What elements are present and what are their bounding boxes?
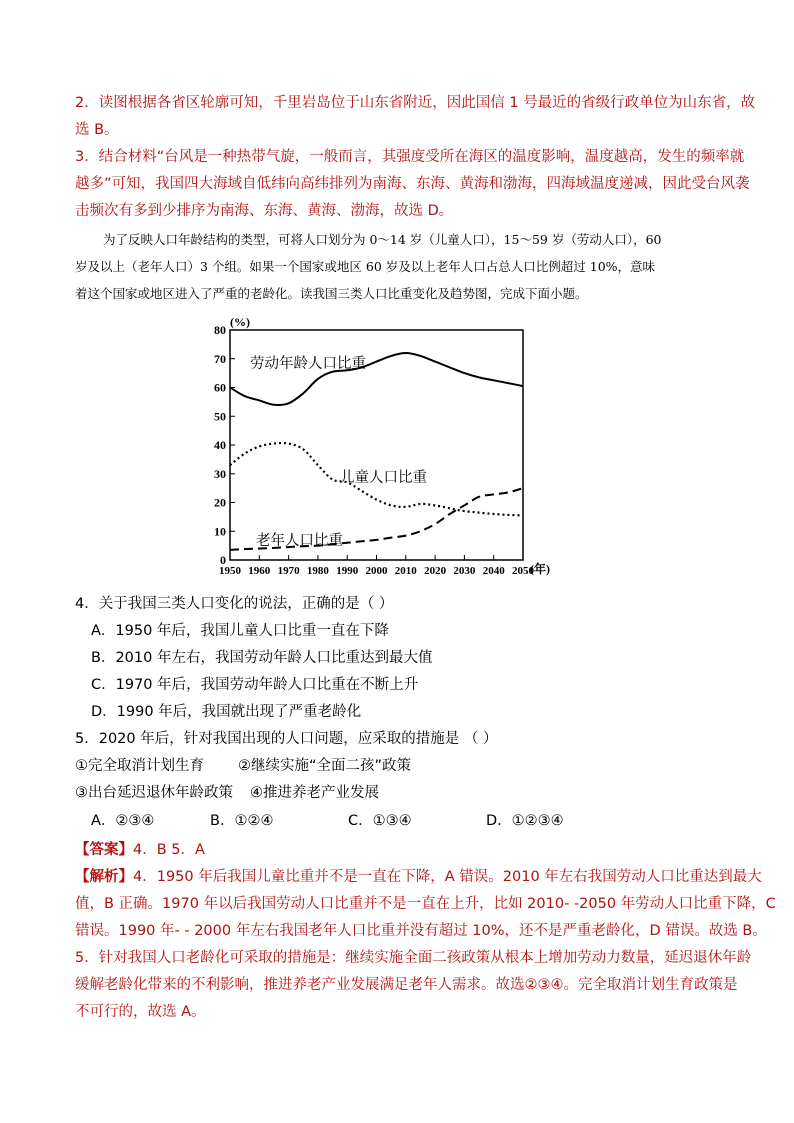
x-tick-label: 1960 xyxy=(248,565,271,577)
x-axis-unit: (年) xyxy=(530,562,550,576)
q5-choice-a: A．②③④ xyxy=(91,813,155,829)
x-tick-label: 1980 xyxy=(306,565,329,577)
series-label-labor: 劳动年龄人口比重 xyxy=(250,356,366,372)
q3-explanation-line: 越多”可知，我国四大海域自低纬向高纬排列为南海、东海、黄海和渤海，四海域温度递减，因此受台风袭 xyxy=(75,176,750,192)
answer-tag: 【答案】 xyxy=(75,842,133,858)
q2-explanation-line: 选 B。 xyxy=(75,122,119,138)
y-tick-label: 50 xyxy=(214,409,226,424)
q5-choice-b: B．①②④ xyxy=(210,813,274,829)
q4-option-b: B．2010 年左右，我国劳动年龄人口比重达到最大值 xyxy=(91,650,433,666)
intro-paragraph-line: 着这个国家或地区进入了严重的老龄化。读我国三类人口比重变化及趋势图，完成下面小题。 xyxy=(75,286,588,301)
x-tick-label: 1970 xyxy=(277,565,300,577)
q5-measure-1: ①完全取消计划生育 xyxy=(75,758,204,774)
analysis-line: 值，B 正确。1970 年以后我国劳动人口比重并不是一直在上升，比如 2010- -2050 年劳动人口比重下降，C xyxy=(75,896,776,912)
x-tick-label: 2040 xyxy=(482,565,505,577)
answer-text: 4．B 5．A xyxy=(133,842,205,858)
y-axis-unit: (%) xyxy=(230,318,250,329)
q5-measure-2: ②继续实施“全面二孩”政策 xyxy=(238,758,412,774)
q4-option-d: D．1990 年后，我国就出现了严重老龄化 xyxy=(91,704,362,720)
q5-stem: 5．2020 年后，针对我国出现的人口问题，应采取的措施是 （ ） xyxy=(75,731,498,747)
intro-paragraph-line: 为了反映人口年龄结构的类型，可将人口划分为 0～14 岁（儿童人口），15～59 岁（劳动人口），60 xyxy=(103,232,662,247)
q3-explanation-line: 3．结合材料“台风是一种热带气旋，一般而言，其强度受所在海区的温度影响，温度越高，发生的频率就 xyxy=(75,149,745,165)
q5-measure-4: ④推进养老产业发展 xyxy=(250,785,379,801)
q2-explanation-line: 2．读图根据各省区轮廓可知，千里岩岛位于山东省附近，因此国信 1 号最近的省级行政单位为山东省，故 xyxy=(75,95,756,111)
x-tick-label: 2030 xyxy=(453,565,476,577)
q5-choice-c: C．①③④ xyxy=(348,813,412,829)
y-tick-label: 80 xyxy=(214,323,226,337)
q4-stem: 4．关于我国三类人口变化的说法，正确的是（ ） xyxy=(75,596,394,612)
q4-option-c: C．1970 年后，我国劳动年龄人口比重在不断上升 xyxy=(91,677,419,693)
y-tick-label: 20 xyxy=(214,495,226,510)
analysis-line: 缓解老龄化带来的不利影响，推进养老产业发展满足老年人需求。故选②③④。完全取消计划生育政策是 xyxy=(75,977,738,993)
series-label-children: 儿童人口比重 xyxy=(340,470,427,486)
q4-option-a: A．1950 年后，我国儿童人口比重一直在下降 xyxy=(91,623,389,639)
analysis-line: 不可行的，故选 A。 xyxy=(75,1004,206,1020)
x-tick-label: 2000 xyxy=(365,565,388,577)
population-chart xyxy=(200,318,590,580)
y-tick-label: 40 xyxy=(214,438,226,452)
y-tick-label: 10 xyxy=(214,524,226,539)
population-line-chart xyxy=(200,318,590,580)
answer-line xyxy=(75,839,205,861)
x-tick-label: 2050 xyxy=(512,565,534,577)
analysis-line xyxy=(75,866,762,888)
q5-choice-d: D．①②③④ xyxy=(486,813,564,829)
x-tick-label: 2020 xyxy=(424,565,447,577)
y-tick-label: 60 xyxy=(214,380,226,395)
q5-measure-3: ③出台延迟退休年龄政策 xyxy=(75,785,233,801)
intro-paragraph-line: 岁及以上（老年人口）3 个组。如果一个国家或地区 60 岁及以上老年人口占总人口比例超过 10%，意味 xyxy=(75,259,656,274)
y-tick-label: 0 xyxy=(220,553,226,567)
analysis-tag: 【解析】 xyxy=(75,869,133,885)
q3-explanation-line: 击频次有多到少排序为南海、东海、黄海、渤海，故选 D。 xyxy=(75,203,454,219)
series-label-elderly: 老年人口比重 xyxy=(256,533,343,549)
y-tick-label: 30 xyxy=(214,466,226,481)
x-tick-label: 1990 xyxy=(336,565,359,577)
x-tick-label: 2010 xyxy=(394,565,417,577)
x-tick-label: 1950 xyxy=(219,565,241,577)
analysis-text: 4．1950 年后我国儿童比重并不是一直在下降，A 错误。2010 年左右我国劳动人口比重达到最大 xyxy=(133,869,762,885)
y-tick-label: 70 xyxy=(214,351,226,366)
analysis-line: 5．针对我国人口老龄化可采取的措施是：继续实施全面二孩政策从根本上增加劳动力数量，延迟退休年龄 xyxy=(75,950,752,966)
analysis-line: 错误。1990 年- - 2000 年左右我国老年人口比重并没有超过 10%，还不是严重老龄化，D 错误。故选 B。 xyxy=(75,923,767,939)
